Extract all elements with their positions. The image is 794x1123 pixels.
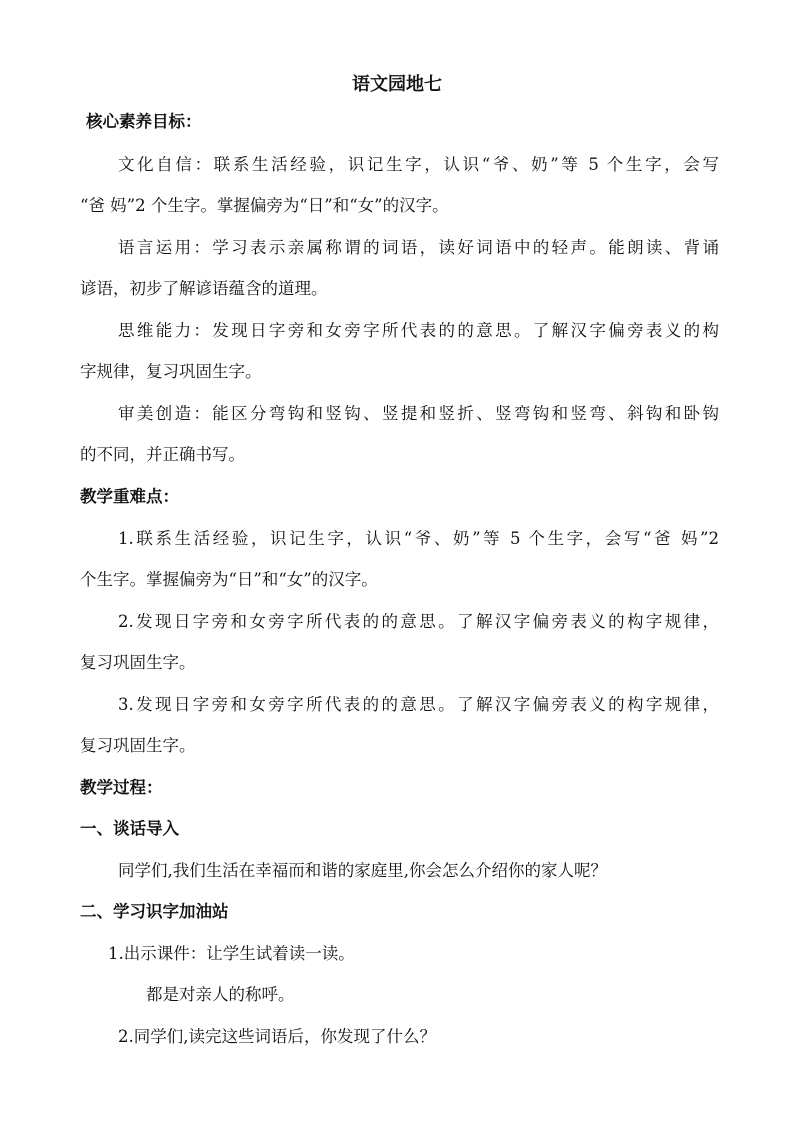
key-point-2-line2: 复习巩固生字。 bbox=[80, 653, 196, 672]
key-point-1-line2: 个生字。掌握偏旁为“日”和“女”的汉字。 bbox=[80, 570, 378, 589]
section-2-item-1-sub: 都是对亲人的称呼。 bbox=[146, 985, 295, 1004]
section-2-heading: 二、学习识字加油站 bbox=[80, 902, 229, 921]
goal-thinking-line1: 思维能力：发现日字旁和女旁字所代表的的意思。了解汉字偏旁表义的构 bbox=[118, 321, 719, 340]
section-2-item-1: 1.出示课件：让学生试着读一读。 bbox=[108, 944, 355, 963]
page-title: 语文园地七 bbox=[352, 74, 442, 95]
goal-language-line1: 语言运用：学习表示亲属称谓的词语，读好词语中的轻声。能朗读、背诵 bbox=[118, 238, 719, 257]
goal-thinking-line2: 字规律，复习巩固生字。 bbox=[80, 362, 262, 381]
key-points-heading: 教学重难点： bbox=[80, 487, 179, 506]
section-2-item-2: 2.同学们,读完这些词语后，你发现了什么？ bbox=[118, 1027, 436, 1046]
section-1-heading: 一、谈话导入 bbox=[80, 819, 179, 838]
goal-culture-line2: “爸 妈”2 个生字。掌握偏旁为“日”和“女”的汉字。 bbox=[80, 196, 449, 215]
key-point-2-line1: 2.发现日字旁和女旁字所代表的的意思。了解汉字偏旁表义的构字规律， bbox=[118, 612, 719, 631]
goal-aesthetic-line2: 的不同，并正确书写。 bbox=[80, 445, 245, 464]
core-literacy-heading: 核心素养目标： bbox=[86, 112, 202, 131]
goal-culture-line1: 文化自信：联系生活经验，识记生字，认识“爷、奶”等 5 个生字，会写 bbox=[118, 155, 719, 174]
teaching-process-heading: 教学过程： bbox=[80, 778, 163, 797]
key-point-1-line1: 1.联系生活经验，识记生字，认识“爷、奶”等 5 个生字，会写“爸 妈”2 bbox=[118, 529, 719, 548]
key-point-3-line2: 复习巩固生字。 bbox=[80, 736, 196, 755]
key-point-3-line1: 3.发现日字旁和女旁字所代表的的意思。了解汉字偏旁表义的构字规律， bbox=[118, 695, 719, 714]
section-1-text: 同学们,我们生活在幸福而和谐的家庭里,你会怎么介绍你的家人呢？ bbox=[118, 861, 607, 880]
goal-language-line2: 谚语，初步了解谚语蕴含的道理。 bbox=[80, 279, 328, 298]
goal-aesthetic-line1: 审美创造：能区分弯钩和竖钩、竖提和竖折、竖弯钩和竖弯、斜钩和卧钩 bbox=[118, 404, 719, 423]
